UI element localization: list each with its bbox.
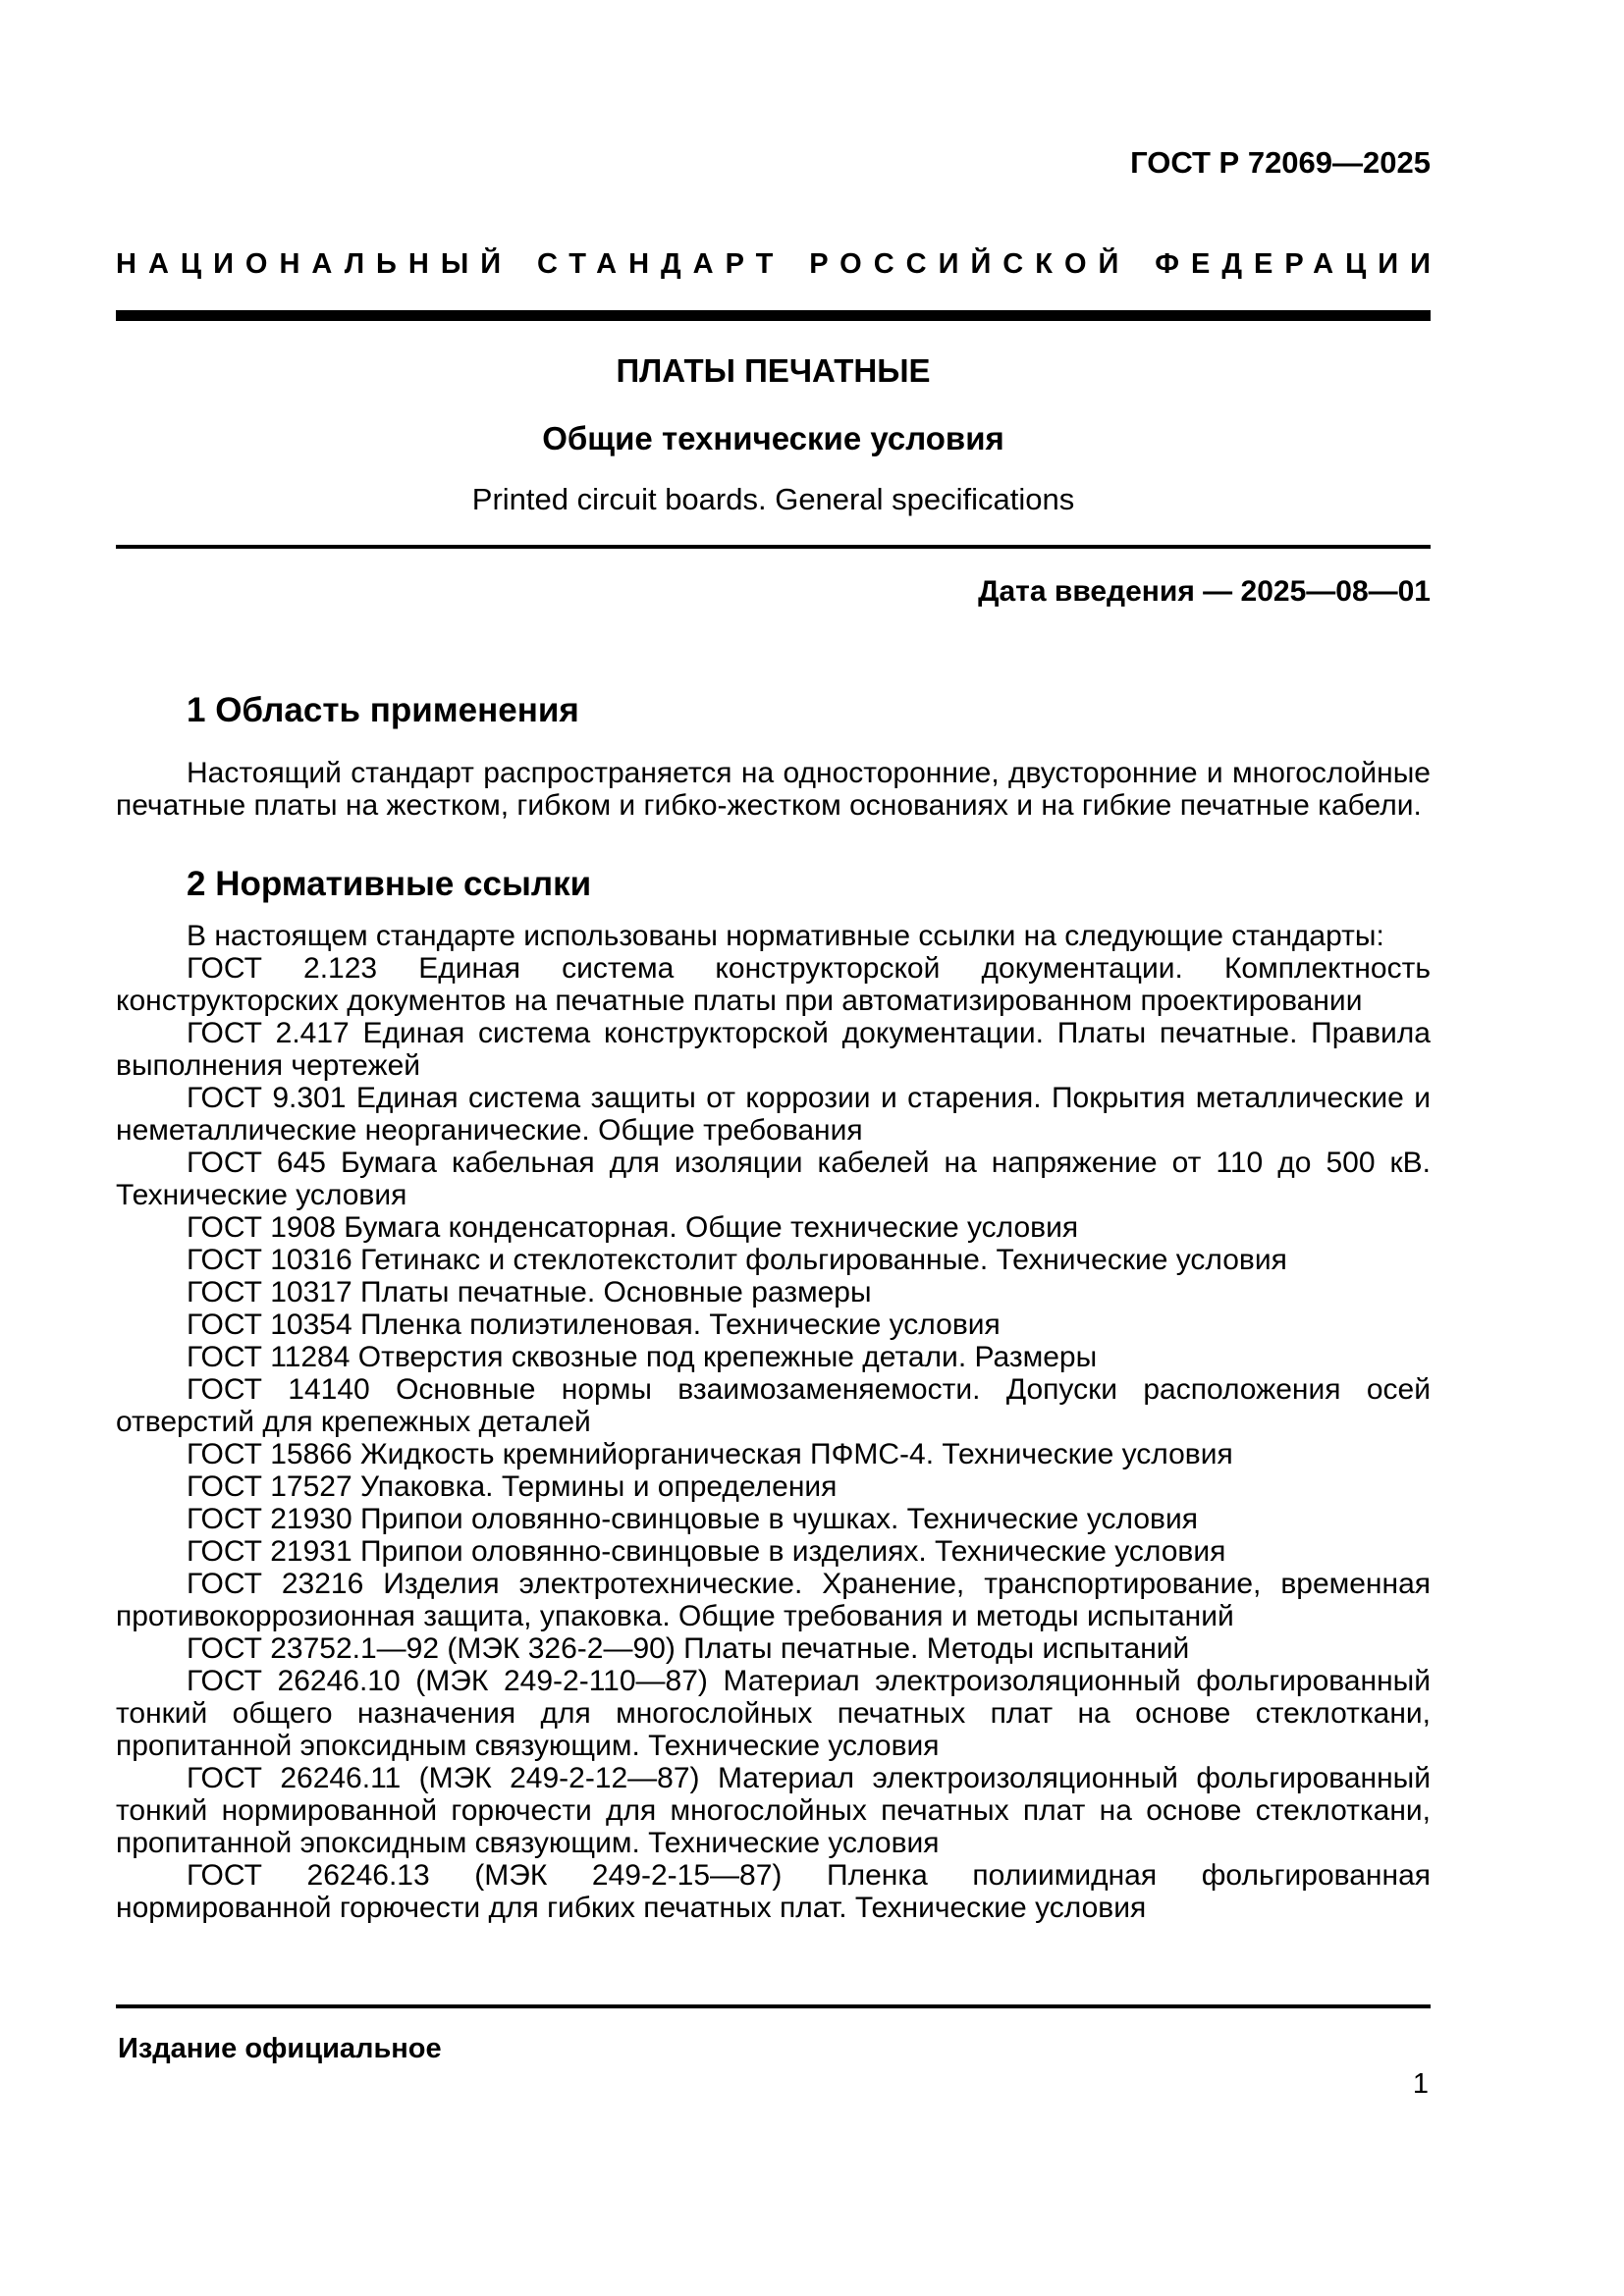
separator-bar-thick (116, 310, 1431, 321)
reference-item: ГОСТ 9.301 Единая система защиты от коррозии и старения. Покрытия металлические и неметаллические неорганические. Общие требования (116, 1082, 1431, 1147)
reference-item: ГОСТ 645 Бумага кабельная для изоляции кабелей на напряжение от 110 до 500 кВ. Технические условия (116, 1147, 1431, 1211)
section-2-heading: 2 Нормативные ссылки (187, 865, 592, 903)
reference-item: ГОСТ 26246.10 (МЭК 249-2-110—87) Материал электроизоляционный фольгированный тонкий общего назначения для многослойных печатных плат на основе стеклоткани, пропитанной эпоксидным связующим. Технические условия (116, 1665, 1431, 1762)
reference-item: ГОСТ 23752.1—92 (МЭК 326-2—90) Платы печатные. Методы испытаний (187, 1632, 1190, 1665)
doc-code: ГОСТ Р 72069—2025 (1130, 145, 1431, 180)
reference-item: ГОСТ 17527 Упаковка. Термины и определения (187, 1470, 838, 1503)
separator-line-thin (116, 545, 1431, 549)
reference-item: ГОСТ 23216 Изделия электротехнические. Хранение, транспортирование, временная противокоррозионная защита, упаковка. Общие требования и методы испытаний (116, 1568, 1431, 1632)
reference-item: ГОСТ 21931 Припои оловянно-свинцовые в изделиях. Технические условия (187, 1535, 1226, 1568)
doc-subtitle: Общие технические условия (542, 420, 1004, 456)
reference-item: ГОСТ 15866 Жидкость кремнийорганическая ПФМС-4. Технические условия (187, 1438, 1233, 1470)
reference-item: ГОСТ 14140 Основные нормы взаимозаменяемости. Допуски расположения осей отверстий для крепежных деталей (116, 1373, 1431, 1438)
doc-subtitle-en: Printed circuit boards. General specifications (471, 482, 1075, 516)
reference-item: ГОСТ 1908 Бумага конденсаторная. Общие технические условия (187, 1211, 1079, 1244)
doc-title: ПЛАТЫ ПЕЧАТНЫЕ (616, 352, 931, 389)
reference-item: ГОСТ 21930 Припои оловянно-свинцовые в чушках. Технические условия (187, 1503, 1198, 1535)
section-1-heading: 1 Область применения (187, 691, 579, 729)
reference-item: ГОСТ 11284 Отверстия сквозные под крепежные детали. Размеры (187, 1341, 1098, 1373)
reference-item: ГОСТ 26246.13 (МЭК 249-2-15—87) Пленка полиимидная фольгированная нормированной горючести для гибких печатных плат. Технические условия (116, 1859, 1431, 1924)
banner-word: НАЦИОНАЛЬНЫЙ (116, 248, 514, 280)
reference-item: ГОСТ 10354 Пленка полиэтиленовая. Технические условия (187, 1308, 1001, 1341)
national-standard-banner (116, 247, 1442, 281)
reference-item: ГОСТ 10316 Гетинакс и стеклотекстолит фольгированные. Технические условия (187, 1244, 1287, 1276)
reference-item: ГОСТ 2.417 Единая система конструкторской документации. Платы печатные. Правила выполнения чертежей (116, 1017, 1431, 1082)
scope-paragraph: Настоящий стандарт распространяется на односторонние, двусторонние и многослойные печатные платы на жестком, гибком и гибко-жестком основаниях и на гибкие печатные кабели. (116, 757, 1431, 822)
reference-item: ГОСТ 10317 Платы печатные. Основные размеры (187, 1276, 872, 1308)
banner-word: СТАНДАРТ (537, 248, 785, 280)
normative-references-list (116, 920, 1431, 1924)
references-lead: В настоящем стандарте использованы нормативные ссылки на следующие стандарты: (187, 920, 1384, 952)
footer-separator-line (116, 2004, 1431, 2008)
banner-word: ФЕДЕРАЦИИ (1155, 248, 1442, 280)
effective-date: Дата введения — 2025—08—01 (978, 575, 1431, 608)
reference-item: ГОСТ 26246.11 (МЭК 249-2-12—87) Материал электроизоляционный фольгированный тонкий нормированной горючести для многослойных печатных плат на основе стеклоткани, пропитанной эпоксидным связующим. Технические условия (116, 1762, 1431, 1859)
page-number: 1 (1412, 2068, 1429, 2100)
edition-note: Издание официальное (118, 2033, 442, 2064)
banner-word: РОССИЙСКОЙ (809, 248, 1131, 280)
reference-item: ГОСТ 2.123 Единая система конструкторской документации. Комплектность конструкторских документов на печатные платы при автоматизированном проектировании (116, 952, 1431, 1017)
